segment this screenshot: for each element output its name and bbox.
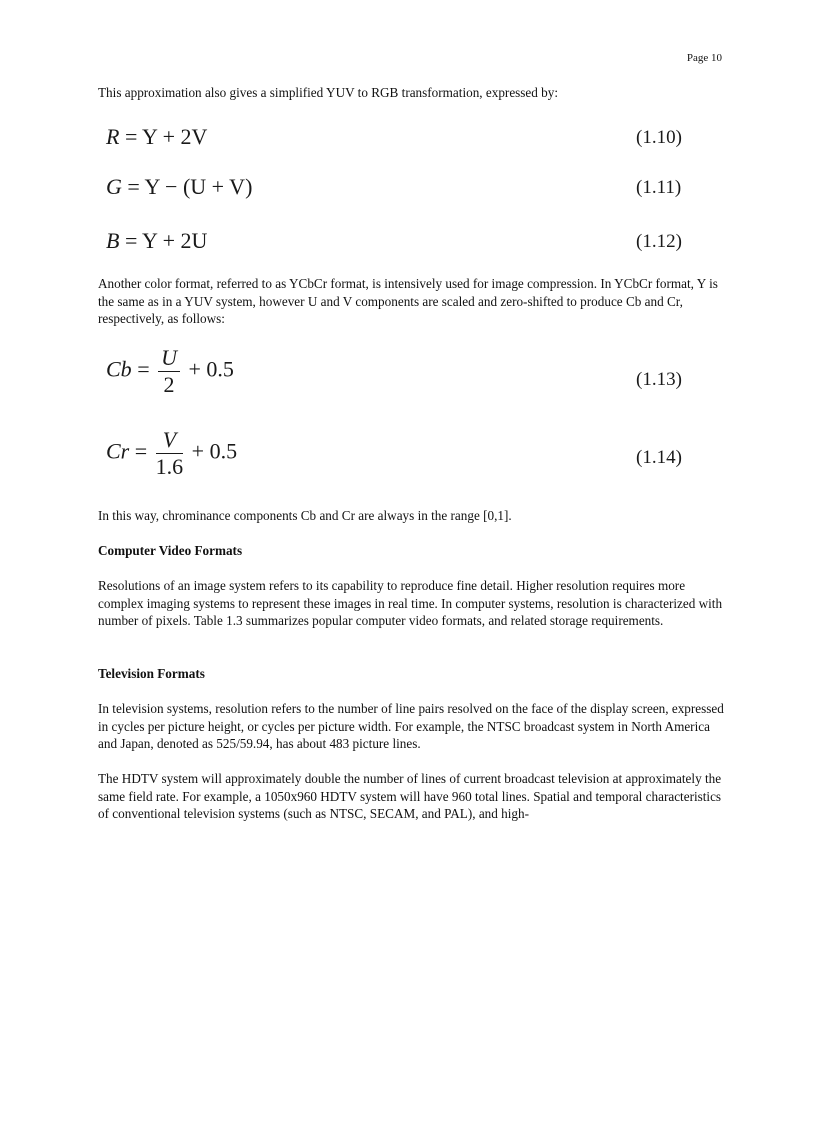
- equation-tail: + 0.5: [188, 356, 234, 382]
- television-paragraph-1: In television systems, resolution refers to the number of line pairs resolved on the face of the display screen, expressed in cycles per picture height, or cycles per picture width. For example, the NTSC broadcast system in North America and Japan, denoted as 525/59.94, has about 483 picture lines.: [98, 701, 724, 751]
- fraction-numerator: V: [156, 428, 184, 454]
- fraction-numerator: U: [158, 346, 180, 372]
- fraction: [158, 346, 180, 397]
- equation-number: (1.11): [636, 177, 682, 198]
- equation-equals: =: [137, 356, 150, 382]
- page-number: Page 10: [686, 52, 722, 64]
- equation-equals: =: [134, 438, 148, 464]
- equation-tail: + 0.5: [191, 438, 238, 464]
- equation-rhs: = Y − (U + V): [127, 174, 253, 199]
- equation-lhs: Cb: [106, 356, 132, 382]
- computer-paragraph: Resolutions of an image system refers to its capability to reproduce fine detail. Higher resolution requires more complex imaging systems to represent these images in real time. In computer systems, resolution is characterized with number of pixels. Table 1.3 summarizes popular computer video formats, and related storage requirements.: [98, 578, 723, 628]
- equation-lhs: Cr: [106, 438, 130, 464]
- television-paragraph-2: The HDTV system will approximately double the number of lines of current broadcast television at approximately the same field rate. For example, a 1050x960 HDTV system will have 960 total lines. Spatial and temporal characteristics of conventional television systems (such as NTSC, SECAM, and PAL), and high-: [98, 771, 722, 821]
- equation-1-11: [106, 174, 252, 200]
- fraction: [156, 428, 184, 479]
- equation-1-13: [106, 346, 234, 397]
- equation-rhs: = Y + 2V: [124, 124, 208, 149]
- intro-paragraph: This approximation also gives a simplified YUV to RGB transformation, expressed by:: [98, 85, 559, 100]
- heading-computer-video-formats: Computer Video Formats: [98, 543, 243, 558]
- equation-lhs: B: [106, 228, 120, 253]
- ycbcr-paragraph: Another color format, referred to as YCbCr format, is intensively used for image compression. In YCbCr format, Y is the same as in a YUV system, however U and V components are scaled and zero-shifted to produce Cb and Cr, respectively, as follows:: [98, 276, 718, 326]
- equation-lhs: G: [106, 174, 122, 199]
- fraction-denominator: 2: [163, 372, 175, 397]
- equation-1-12: [106, 228, 207, 254]
- equation-number: (1.12): [636, 231, 682, 252]
- equation-1-10: [106, 124, 207, 150]
- equation-1-14: [106, 428, 237, 479]
- range-sentence: In this way, chrominance components Cb and Cr are always in the range [0,1].: [98, 508, 512, 523]
- equation-number: (1.13): [636, 369, 682, 390]
- fraction-denominator: 1.6: [155, 454, 184, 479]
- equation-lhs: R: [106, 124, 120, 149]
- heading-television-formats: Television Formats: [98, 666, 205, 681]
- equation-number: (1.14): [636, 447, 682, 468]
- equation-number: (1.10): [636, 127, 682, 148]
- equation-rhs: = Y + 2U: [124, 228, 208, 253]
